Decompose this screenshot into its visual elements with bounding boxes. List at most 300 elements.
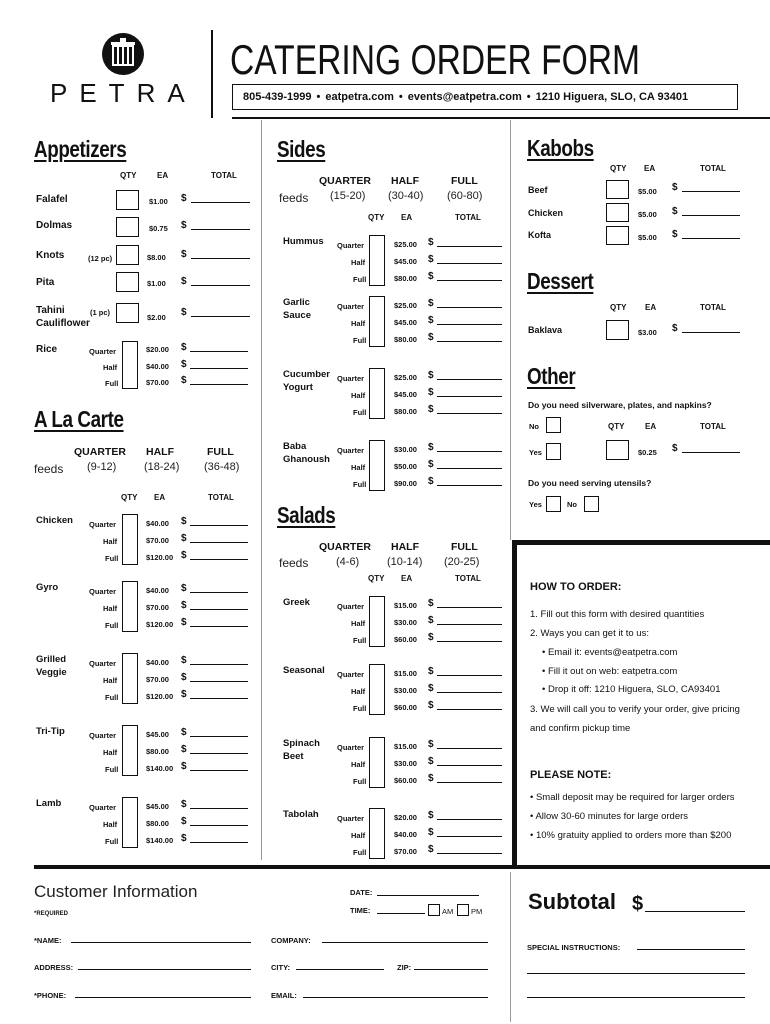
total-field[interactable]: [437, 307, 502, 308]
quarter-header: QUARTER: [74, 446, 126, 458]
item-name: Seasonal: [283, 665, 325, 676]
size-label: Full: [353, 275, 367, 284]
qty-input[interactable]: [369, 296, 385, 347]
item-price: $1.00: [149, 197, 168, 206]
item-price: $30.00: [394, 618, 417, 627]
item-price: $25.00: [394, 240, 417, 249]
how-step-2: 2. Ways you can get it to us:: [530, 628, 649, 639]
item-name: Chicken: [528, 208, 564, 218]
qty-input[interactable]: [369, 737, 385, 788]
total-field[interactable]: [190, 559, 248, 560]
size-label: Quarter: [337, 602, 365, 611]
size-label: Quarter: [89, 659, 117, 668]
item-name-line2: Beet: [283, 751, 304, 762]
item-price: $80.00: [146, 747, 169, 756]
full-header: FULL: [451, 541, 478, 553]
dollar-sign: $: [181, 833, 187, 844]
qty-header: QTY: [121, 493, 138, 502]
qty-input[interactable]: [606, 180, 629, 199]
subtotal-dollar: $: [632, 893, 644, 915]
size-label: Quarter: [89, 803, 117, 812]
dollar-sign: $: [181, 816, 187, 827]
total-field[interactable]: [190, 368, 248, 369]
no-label: No: [567, 500, 577, 509]
total-field[interactable]: [190, 592, 248, 593]
size-label: Half: [351, 619, 366, 628]
total-field[interactable]: [190, 609, 248, 610]
half-header: HALF: [391, 175, 419, 187]
total-field[interactable]: [190, 351, 248, 352]
how-sub-1: • Email it: events@eatpetra.com: [542, 647, 678, 658]
total-field[interactable]: [437, 819, 502, 820]
item-price: $0.75: [149, 224, 168, 233]
company-field[interactable]: [322, 942, 488, 943]
qty-input[interactable]: [369, 596, 385, 647]
total-field[interactable]: [190, 736, 248, 737]
dollar-sign: $: [428, 254, 434, 265]
dollar-sign: $: [181, 359, 187, 370]
dollar-sign: $: [181, 220, 187, 231]
feeds-quarter: (4-6): [336, 556, 360, 568]
item-price: $8.00: [147, 253, 166, 262]
item-name: Chicken: [36, 515, 73, 526]
qty-input[interactable]: [606, 320, 629, 340]
size-label: Half: [351, 831, 366, 840]
item-price: $60.00: [394, 776, 417, 785]
name-label: *NAME:: [34, 936, 62, 945]
item-price: $40.00: [146, 586, 169, 595]
zip-label: ZIP:: [397, 963, 412, 972]
ea-header: EA: [644, 164, 656, 173]
dollar-sign: $: [181, 516, 187, 527]
total-field[interactable]: [437, 468, 502, 469]
how-to-order-title: HOW TO ORDER:: [530, 581, 622, 593]
dollar-sign: $: [428, 298, 434, 309]
utensils-no-checkbox[interactable]: [584, 496, 599, 512]
item-note: (12 pc): [88, 254, 113, 263]
item-price: $80.00: [394, 335, 417, 344]
note-item: • 10% gratuity applied to orders more than $200: [530, 830, 732, 841]
dollar-sign: $: [428, 476, 434, 487]
size-label: Full: [105, 837, 119, 846]
total-field[interactable]: [191, 285, 250, 286]
am-checkbox[interactable]: [428, 904, 440, 916]
alacarte-title: A La Carte: [34, 406, 124, 432]
quarter-header: QUARTER: [319, 175, 371, 187]
dollar-sign: $: [672, 323, 678, 334]
address-field[interactable]: [78, 969, 251, 970]
dollar-sign: $: [428, 315, 434, 326]
ea-header: EA: [645, 422, 657, 431]
feeds-half: (18-24): [144, 461, 180, 473]
total-header: TOTAL: [700, 422, 726, 431]
brand-name: PETRA: [50, 78, 197, 108]
sides-title: Sides: [277, 136, 326, 162]
dollar-sign: $: [428, 404, 434, 415]
feeds-quarter: (15-20): [330, 190, 366, 202]
item-name: Beef: [528, 185, 548, 195]
dollar-sign: $: [181, 600, 187, 611]
dollar-sign: $: [428, 271, 434, 282]
item-price: $70.00: [394, 847, 417, 856]
item-price: $30.00: [394, 445, 417, 454]
item-name: Tahini: [36, 305, 65, 316]
total-field[interactable]: [190, 825, 248, 826]
dollar-sign: $: [428, 332, 434, 343]
size-label: Half: [103, 676, 118, 685]
qty-input[interactable]: [122, 653, 138, 704]
qty-header: QTY: [610, 164, 627, 173]
dollar-sign: $: [181, 744, 187, 755]
total-field[interactable]: [190, 770, 248, 771]
qty-input[interactable]: [369, 664, 385, 715]
feeds-label: feeds: [34, 462, 64, 476]
item-price: $2.00: [147, 313, 166, 322]
customer-section-rule: [34, 865, 770, 869]
half-header: HALF: [391, 541, 419, 553]
dollar-sign: $: [181, 583, 187, 594]
column-divider: [510, 872, 511, 1022]
total-header: TOTAL: [455, 574, 481, 583]
size-label: Full: [105, 379, 119, 388]
total-field[interactable]: [190, 525, 248, 526]
total-field[interactable]: [190, 753, 248, 754]
feeds-label: feeds: [279, 556, 309, 570]
bullet: •: [526, 91, 531, 103]
item-price: $40.00: [146, 658, 169, 667]
item-price: $20.00: [146, 345, 169, 354]
total-field[interactable]: [437, 413, 502, 414]
total-field[interactable]: [437, 379, 502, 380]
dollar-sign: $: [181, 727, 187, 738]
half-header: HALF: [146, 446, 174, 458]
contact-website: eatpetra.com: [325, 91, 394, 103]
item-name: Tabolah: [283, 809, 319, 820]
date-label: DATE:: [350, 888, 373, 897]
total-field[interactable]: [437, 607, 502, 608]
total-field[interactable]: [437, 280, 502, 281]
feeds-half: (30-40): [388, 190, 424, 202]
item-name: Greek: [283, 597, 310, 608]
size-label: Half: [351, 760, 366, 769]
item-name: Baklava: [528, 325, 563, 335]
bullet: •: [398, 91, 403, 103]
silverware-qty-input[interactable]: [606, 440, 629, 460]
item-price: $60.00: [394, 703, 417, 712]
size-label: Full: [353, 636, 367, 645]
column-divider: [261, 120, 262, 860]
size-label: Quarter: [89, 520, 117, 529]
dollar-sign: $: [672, 182, 678, 193]
size-label: Quarter: [89, 587, 117, 596]
qty-input[interactable]: [122, 797, 138, 848]
size-label: Full: [105, 765, 119, 774]
item-price: $5.00: [638, 187, 657, 196]
dollar-sign: $: [181, 533, 187, 544]
size-label: Half: [103, 363, 118, 372]
dollar-sign: $: [181, 655, 187, 666]
how-sub-3: • Drop it off: 1210 Higuera, SLO, CA93401: [542, 684, 721, 695]
name-field[interactable]: [71, 942, 251, 943]
item-name: Knots: [36, 250, 65, 261]
item-price: $70.00: [146, 675, 169, 684]
special-instructions-field[interactable]: [527, 997, 745, 998]
size-label: Quarter: [89, 347, 117, 356]
dollar-sign: $: [428, 827, 434, 838]
qty-header: QTY: [120, 171, 137, 180]
dollar-sign: $: [181, 276, 187, 287]
how-sub-2: • Fill it out on web: eatpetra.com: [542, 666, 678, 677]
total-field[interactable]: [437, 765, 502, 766]
pm-label: PM: [471, 907, 483, 916]
total-field[interactable]: [190, 664, 248, 665]
size-label: Full: [105, 693, 119, 702]
size-label: Quarter: [337, 446, 365, 455]
total-field[interactable]: [190, 698, 248, 699]
dollar-sign: $: [428, 237, 434, 248]
time-field[interactable]: [377, 913, 425, 914]
petra-temple-icon: [101, 32, 145, 76]
email-field[interactable]: [303, 997, 488, 998]
total-field[interactable]: [191, 316, 250, 317]
total-header: TOTAL: [208, 493, 234, 502]
item-price: $80.00: [394, 274, 417, 283]
dollar-sign: $: [181, 193, 187, 204]
subtotal-label: Subtotal: [528, 889, 616, 914]
qty-input[interactable]: [606, 203, 629, 222]
qty-input[interactable]: [369, 440, 385, 491]
size-label: Half: [351, 687, 366, 696]
qty-input[interactable]: [606, 226, 629, 245]
ea-header: EA: [401, 574, 413, 583]
size-label: Half: [351, 463, 366, 472]
total-field[interactable]: [190, 808, 248, 809]
total-field[interactable]: [437, 341, 502, 342]
total-field[interactable]: [190, 842, 248, 843]
dollar-sign: $: [428, 632, 434, 643]
item-price: $45.00: [146, 730, 169, 739]
item-price: $120.00: [146, 620, 174, 629]
silverware-yes-checkbox[interactable]: [546, 443, 561, 460]
note-item: • Small deposit may be required for larger orders: [530, 792, 735, 803]
qty-input[interactable]: [116, 217, 139, 237]
dollar-sign: $: [181, 799, 187, 810]
full-header: FULL: [451, 175, 478, 187]
total-field[interactable]: [190, 626, 248, 627]
item-price: $40.00: [146, 519, 169, 528]
date-field[interactable]: [377, 895, 479, 896]
item-name: Pita: [36, 277, 55, 288]
qty-input[interactable]: [122, 581, 138, 632]
item-price: $30.00: [394, 759, 417, 768]
item-price: $0.25: [638, 448, 657, 457]
feeds-label: feeds: [279, 191, 309, 205]
item-name: Dolmas: [36, 220, 73, 231]
total-field[interactable]: [437, 782, 502, 783]
item-name: Cucumber: [283, 369, 330, 380]
total-field[interactable]: [191, 258, 250, 259]
ea-header: EA: [157, 171, 169, 180]
qty-header: QTY: [368, 574, 385, 583]
dollar-sign: $: [181, 672, 187, 683]
size-label: Full: [353, 408, 367, 417]
item-price: $3.00: [638, 328, 657, 337]
item-name: Kofta: [528, 230, 551, 240]
dollar-sign: $: [428, 442, 434, 453]
item-price: $140.00: [146, 764, 174, 773]
special-instructions-field[interactable]: [637, 949, 745, 950]
qty-input[interactable]: [369, 808, 385, 859]
am-label: AM: [442, 907, 454, 916]
total-field[interactable]: [682, 332, 740, 333]
item-price: $120.00: [146, 692, 174, 701]
total-field[interactable]: [437, 485, 502, 486]
item-price: $60.00: [394, 635, 417, 644]
total-field[interactable]: [437, 748, 502, 749]
total-header: TOTAL: [700, 164, 726, 173]
qty-input[interactable]: [122, 341, 138, 389]
total-field[interactable]: [437, 853, 502, 854]
total-field[interactable]: [437, 324, 502, 325]
total-field[interactable]: [191, 229, 250, 230]
dollar-sign: $: [428, 459, 434, 470]
total-field[interactable]: [437, 836, 502, 837]
dollar-sign: $: [672, 443, 678, 454]
dollar-sign: $: [428, 844, 434, 855]
total-field[interactable]: [437, 396, 502, 397]
total-field[interactable]: [437, 451, 502, 452]
qty-input[interactable]: [116, 303, 139, 323]
item-name: Garlic: [283, 297, 310, 308]
item-name: Rice: [36, 344, 58, 355]
silverware-no-checkbox[interactable]: [546, 417, 561, 433]
item-price: $30.00: [394, 686, 417, 695]
total-field[interactable]: [682, 215, 740, 216]
item-price: $80.00: [394, 407, 417, 416]
item-name: Spinach: [283, 738, 320, 749]
size-label: Quarter: [337, 241, 365, 250]
size-label: Full: [353, 848, 367, 857]
column-divider: [510, 120, 511, 540]
yes-label: Yes: [529, 448, 542, 457]
silverware-question: Do you need silverware, plates, and napkins?: [528, 400, 712, 410]
item-price: $70.00: [146, 603, 169, 612]
appetizers-title: Appetizers: [34, 136, 127, 162]
bullet: •: [316, 91, 321, 103]
item-price: $50.00: [394, 462, 417, 471]
size-label: Quarter: [337, 670, 365, 679]
full-header: FULL: [207, 446, 234, 458]
size-label: Quarter: [89, 731, 117, 740]
phone-field[interactable]: [75, 997, 251, 998]
subtotal-field[interactable]: [645, 911, 745, 912]
total-field[interactable]: [190, 542, 248, 543]
total-field[interactable]: [682, 238, 740, 239]
city-field[interactable]: [296, 969, 384, 970]
pm-checkbox[interactable]: [457, 904, 469, 916]
special-instructions-field[interactable]: [527, 973, 745, 974]
contact-bar: [232, 84, 738, 110]
qty-input[interactable]: [116, 245, 139, 265]
dollar-sign: $: [672, 206, 678, 217]
page-title: CATERING ORDER FORM: [230, 36, 641, 83]
dollar-sign: $: [428, 810, 434, 821]
total-field[interactable]: [682, 191, 740, 192]
utensils-yes-checkbox[interactable]: [546, 496, 561, 512]
no-label: No: [529, 422, 539, 431]
item-price: $120.00: [146, 553, 174, 562]
item-name: Gyro: [36, 582, 59, 593]
total-field[interactable]: [437, 675, 502, 676]
size-label: Full: [353, 336, 367, 345]
item-name-line2: Veggie: [36, 667, 67, 678]
qty-input[interactable]: [116, 272, 139, 292]
size-label: Full: [105, 554, 119, 563]
item-price: $45.00: [146, 802, 169, 811]
ea-header: EA: [154, 493, 166, 502]
qty-input[interactable]: [122, 514, 138, 565]
total-field[interactable]: [437, 246, 502, 247]
total-field[interactable]: [190, 681, 248, 682]
qty-input[interactable]: [122, 725, 138, 776]
size-label: Half: [103, 820, 118, 829]
please-note-title: PLEASE NOTE:: [530, 769, 612, 781]
size-label: Full: [105, 621, 119, 630]
size-label: Half: [103, 537, 118, 546]
phone-label: *PHONE:: [34, 991, 67, 1000]
item-price: $90.00: [394, 479, 417, 488]
qty-header: QTY: [608, 422, 625, 431]
feeds-half: (10-14): [387, 556, 423, 568]
item-price: $5.00: [638, 233, 657, 242]
item-price: $15.00: [394, 669, 417, 678]
item-price: $70.00: [146, 536, 169, 545]
other-title: Other: [527, 363, 576, 389]
item-name: Lamb: [36, 798, 62, 809]
total-field[interactable]: [437, 692, 502, 693]
kabobs-title: Kabobs: [527, 135, 594, 161]
dollar-sign: $: [181, 249, 187, 260]
dollar-sign: $: [428, 756, 434, 767]
zip-field[interactable]: [414, 969, 488, 970]
total-field[interactable]: [437, 263, 502, 264]
size-label: Full: [353, 480, 367, 489]
item-note: (1 pc): [90, 308, 111, 317]
header-divider: [211, 30, 213, 118]
how-step-1: 1. Fill out this form with desired quantities: [530, 609, 705, 620]
yes-label: Yes: [529, 500, 542, 509]
feeds-full: (36-48): [204, 461, 240, 473]
size-label: Quarter: [337, 743, 365, 752]
qty-input[interactable]: [116, 190, 139, 210]
qty-header: QTY: [368, 213, 385, 222]
total-field[interactable]: [437, 624, 502, 625]
total-field[interactable]: [191, 202, 250, 203]
total-field[interactable]: [437, 709, 502, 710]
item-name-line2: Cauliflower: [36, 318, 90, 329]
qty-header: QTY: [610, 303, 627, 312]
total-field[interactable]: [437, 641, 502, 642]
item-price: $15.00: [394, 601, 417, 610]
total-field[interactable]: [190, 384, 248, 385]
how-step-3: 3. We will call you to verify your order, give pricing: [530, 704, 740, 715]
qty-input[interactable]: [369, 368, 385, 419]
total-field[interactable]: [682, 452, 740, 453]
dollar-sign: $: [428, 387, 434, 398]
dollar-sign: $: [181, 342, 187, 353]
qty-input[interactable]: [369, 235, 385, 286]
size-label: Half: [351, 319, 366, 328]
